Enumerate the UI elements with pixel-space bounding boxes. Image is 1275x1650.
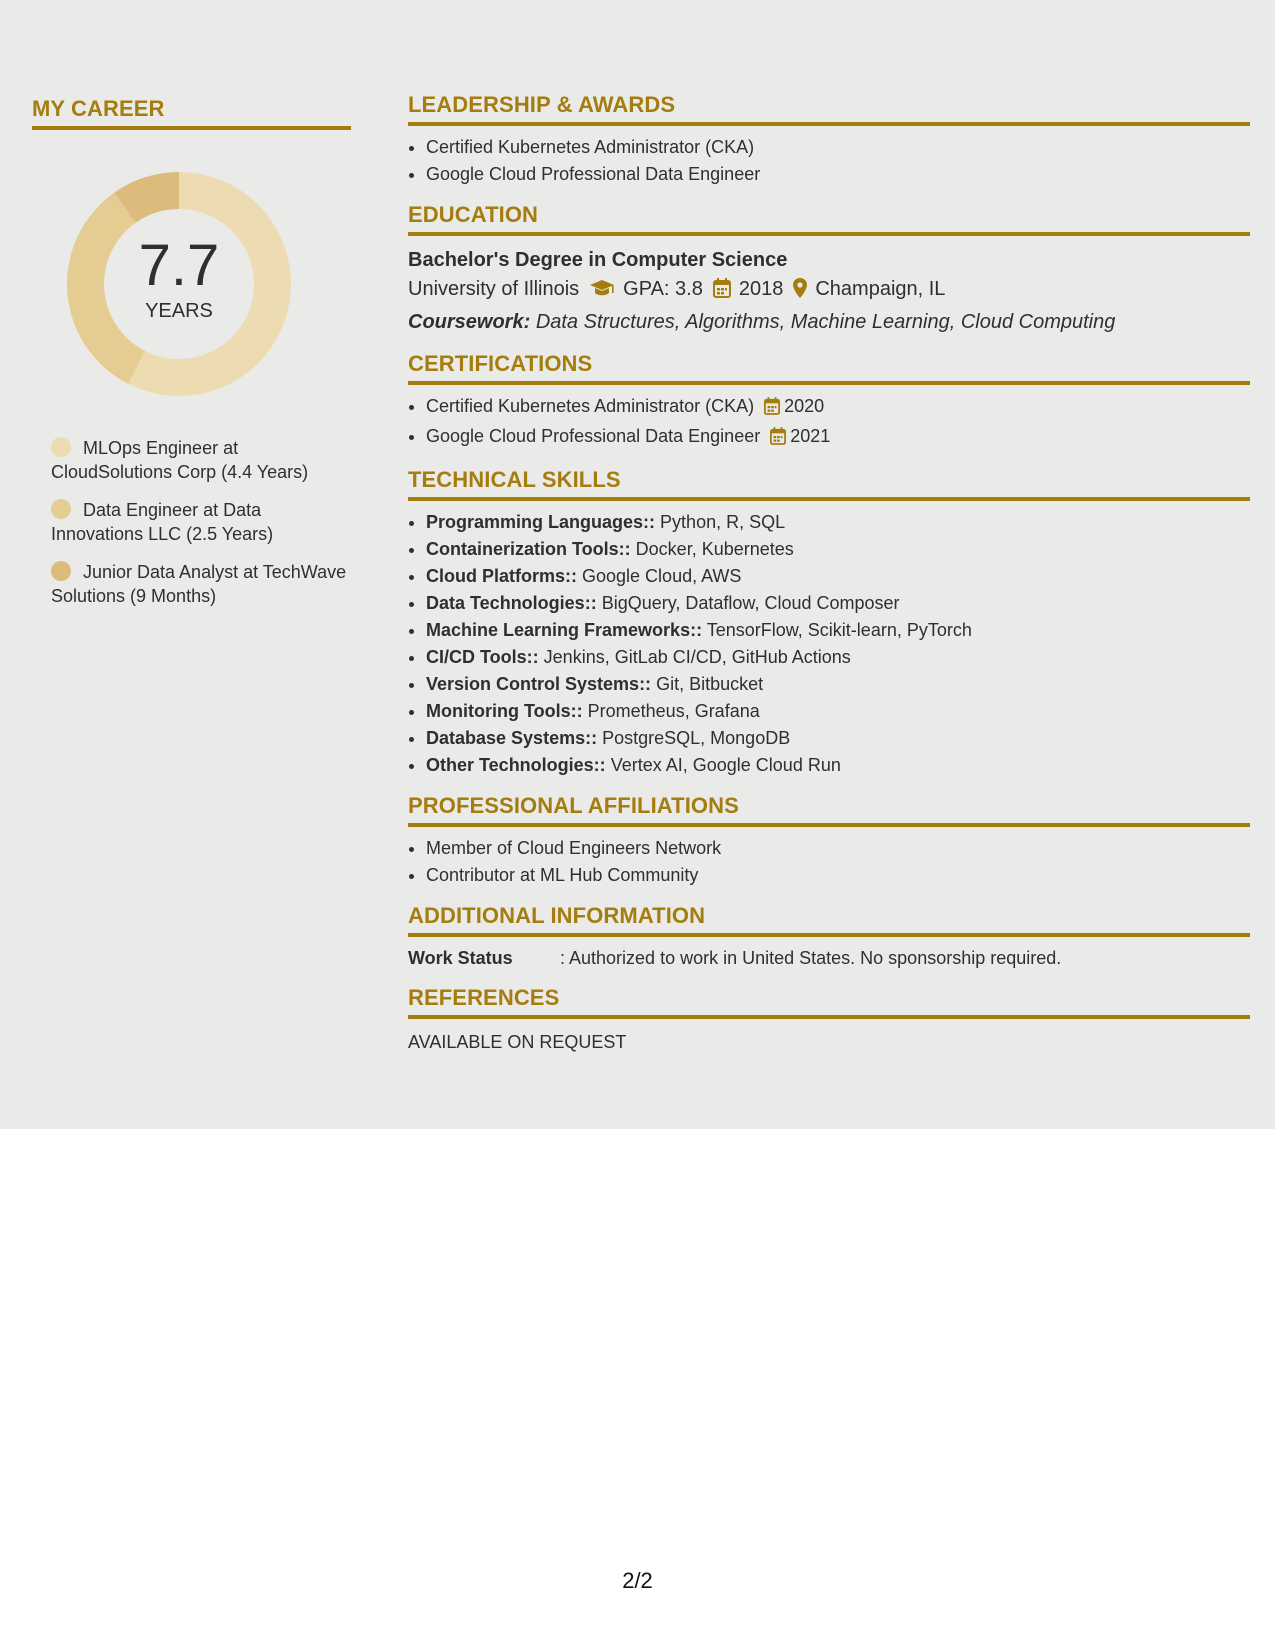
career-total-years: 7.7 xyxy=(138,233,220,298)
certification-year: 2021 xyxy=(790,426,831,446)
legend-item xyxy=(51,498,351,546)
work-status-row xyxy=(408,945,1250,971)
certifications-list xyxy=(408,393,1250,453)
coursework-value: Data Structures, Algorithms, Machine Learning, Cloud Computing xyxy=(535,311,1116,333)
skill-label: Data Technologies:: xyxy=(426,593,597,613)
leadership-section xyxy=(408,92,1250,188)
skill-value: Git, Bitbucket xyxy=(656,674,764,694)
list-item xyxy=(426,698,1250,725)
career-legend xyxy=(51,436,351,608)
certifications-section xyxy=(408,351,1250,453)
skill-label: Cloud Platforms:: xyxy=(426,566,577,586)
skill-label: Database Systems:: xyxy=(426,728,598,748)
skill-value: Python, R, SQL xyxy=(660,512,786,532)
legend-label: Data Engineer at Data Innovations LLC (2.5 Years) xyxy=(51,500,274,544)
education-year: 2018 xyxy=(738,278,784,300)
skill-value: Docker, Kubernetes xyxy=(635,539,794,559)
additional-info-section xyxy=(408,903,1250,971)
list-item xyxy=(426,617,1250,644)
list-item: • Member of Cloud Engineers Network xyxy=(426,835,1250,862)
list-item xyxy=(426,563,1250,590)
graduation-cap-icon xyxy=(589,277,615,307)
affiliations-title: PROFESSIONAL AFFILIATIONS xyxy=(408,793,1250,827)
list-item: • Google Cloud Professional Data Engineer xyxy=(426,161,1250,188)
education-gpa: GPA: 3.8 xyxy=(623,278,703,300)
certification-name: Certified Kubernetes Administrator (CKA) xyxy=(426,396,755,416)
list-item xyxy=(426,644,1250,671)
skill-label: CI/CD Tools:: xyxy=(426,647,539,667)
skills-section xyxy=(408,467,1250,779)
list-item xyxy=(426,725,1250,752)
legend-item xyxy=(51,436,351,484)
skills-title: TECHNICAL SKILLS xyxy=(408,467,1250,501)
work-status-label: Work Status xyxy=(408,948,513,968)
page-number: 2/2 xyxy=(622,1568,653,1593)
career-title: MY CAREER xyxy=(32,96,351,130)
references-title: REFERENCES xyxy=(408,985,1250,1019)
resume-main xyxy=(408,92,1250,1069)
certifications-title: CERTIFICATIONS xyxy=(408,351,1250,385)
references-text: AVAILABLE ON REQUEST xyxy=(408,1032,627,1052)
skill-label: Containerization Tools:: xyxy=(426,539,631,559)
skill-label: Machine Learning Frameworks:: xyxy=(426,620,703,640)
references-section xyxy=(408,985,1250,1055)
education-location: Champaign, IL xyxy=(815,278,946,300)
career-total-unit: YEARS xyxy=(145,300,213,322)
career-sidebar xyxy=(32,96,351,622)
education-school: University of Illinois xyxy=(408,278,580,300)
certification-year: 2020 xyxy=(784,396,825,416)
education-section xyxy=(408,202,1250,337)
affiliations-list xyxy=(408,835,1250,889)
skill-label: Version Control Systems:: xyxy=(426,674,652,694)
skill-value: TensorFlow, Scikit-learn, PyTorch xyxy=(706,620,972,640)
calendar-icon xyxy=(713,277,731,307)
skill-value: Jenkins, GitLab CI/CD, GitHub Actions xyxy=(543,647,851,667)
legend-dot-1 xyxy=(51,437,71,457)
legend-item xyxy=(51,560,351,608)
education-title: EDUCATION xyxy=(408,202,1250,236)
list-item xyxy=(426,393,1250,423)
skill-value: BigQuery, Dataflow, Cloud Composer xyxy=(601,593,900,613)
affiliations-section xyxy=(408,793,1250,889)
legend-label: MLOps Engineer at CloudSolutions Corp (4.4 Years) xyxy=(51,438,309,482)
list-item: • Certified Kubernetes Administrator (CKA) xyxy=(426,134,1250,161)
calendar-icon xyxy=(764,396,780,423)
legend-dot-2 xyxy=(51,499,71,519)
map-pin-icon xyxy=(793,277,807,307)
skill-value: Google Cloud, AWS xyxy=(582,566,742,586)
career-donut-chart xyxy=(63,168,295,400)
education-degree: Bachelor's Degree in Computer Science xyxy=(408,249,788,271)
skill-value: PostgreSQL, MongoDB xyxy=(602,728,791,748)
list-item xyxy=(426,590,1250,617)
work-status-value: : Authorized to work in United States. No sponsorship required. xyxy=(560,948,1062,968)
calendar-icon xyxy=(770,426,786,453)
list-item xyxy=(426,752,1250,779)
leadership-title: LEADERSHIP & AWARDS xyxy=(408,92,1250,126)
skill-label: Other Technologies:: xyxy=(426,755,606,775)
skill-value: Vertex AI, Google Cloud Run xyxy=(610,755,841,775)
education-coursework xyxy=(408,307,1250,337)
skill-label: Monitoring Tools:: xyxy=(426,701,583,721)
skills-list xyxy=(408,509,1250,779)
legend-label: Junior Data Analyst at TechWave Solutions (9 Months) xyxy=(51,562,347,606)
legend-dot-3 xyxy=(51,561,71,581)
list-item xyxy=(426,509,1250,536)
skill-label: Programming Languages:: xyxy=(426,512,656,532)
additional-info-title: ADDITIONAL INFORMATION xyxy=(408,903,1250,937)
list-item: • Contributor at ML Hub Community xyxy=(426,862,1250,889)
certification-name: Google Cloud Professional Data Engineer xyxy=(426,426,761,446)
coursework-label: Coursework: xyxy=(408,311,531,333)
list-item xyxy=(426,671,1250,698)
education-details xyxy=(408,274,1250,307)
leadership-list xyxy=(408,134,1250,188)
skill-value: Prometheus, Grafana xyxy=(587,701,760,721)
list-item xyxy=(426,536,1250,563)
list-item xyxy=(426,423,1250,453)
